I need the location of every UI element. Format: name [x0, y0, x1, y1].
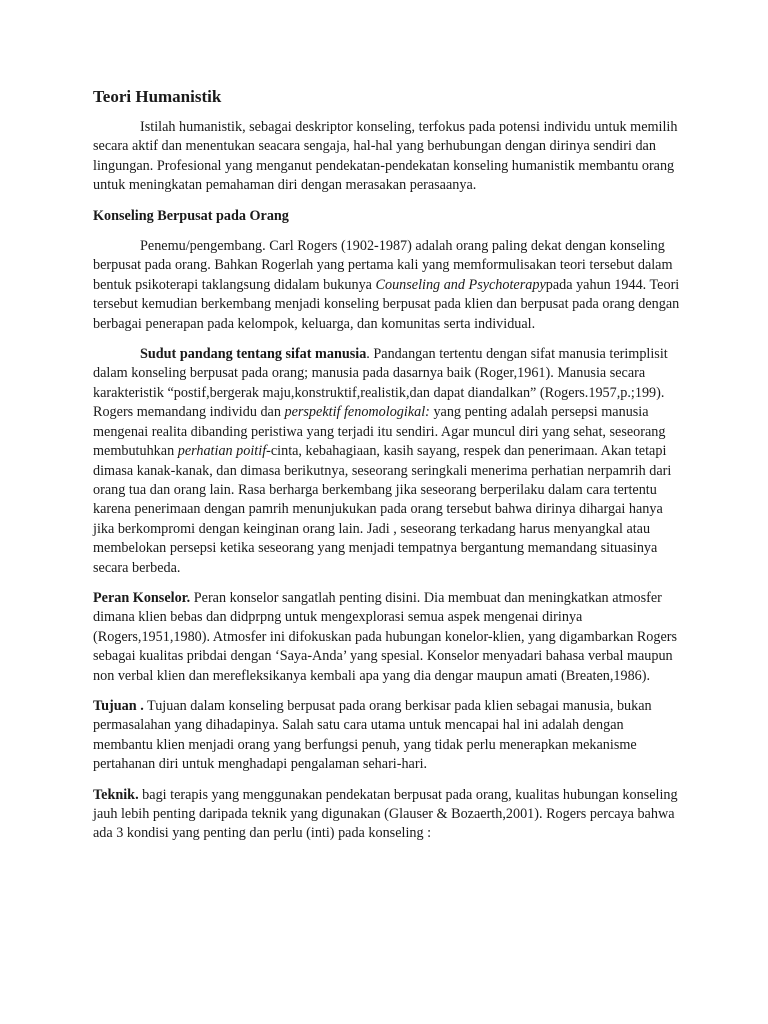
- human-nature-lead: Sudut pandang tentang sifat manusia: [140, 346, 367, 363]
- section-heading: Konseling Berpusat pada Orang: [93, 207, 289, 224]
- counselor-role-lead: Peran Konselor.: [93, 589, 191, 606]
- technique-paragraph: [93, 786, 681, 844]
- goal-paragraph: [93, 697, 681, 775]
- document-title: Teori Humanistik: [93, 87, 222, 106]
- human-nature-text: . Pandangan tertentu dengan sifat manusia terimplisit dalam konseling berpusat pada orang; manusia pada dasarnya baik (Roger,1961). Manusia secara karakteristik “postif,bergerak maju,konstruktif,realistik,dan dapat diandalkan” (Rogers.1957,p.;199). Rogers memandang individu dan: [93, 346, 668, 421]
- founder-paragraph: [93, 237, 681, 334]
- counselor-role-paragraph: [93, 589, 681, 686]
- human-nature-paragraph: [93, 345, 681, 578]
- goal-text: Tujuan dalam konseling berpusat pada orang berkisar pada klien sebagai manusia, bukan permasalahan yang dihadapinya. Salah satu cara utama untuk mencapai hal ini adalah dengan membantu klien menjadi orang yang berfungsi penuh, yang tidak perlu menerapkan mekanisme pertahanan diri untuk menghadapi pengalaman sehari-hari.: [93, 697, 652, 773]
- document-body: [93, 86, 681, 855]
- counselor-role-text: Peran konselor sangatlah penting disini. Dia membuat dan meningkatkan atmosfer dimana klien bebas dan didprpng untuk mengexplorasi semua aspek mengenai dirinya (Rogers,1951,1980). Atmosfer ini difokuskan pada hubungan konelor-klien, yang digambarkan Rogers sebagai kualitas pribdai dengan ‘Saya-Anda’ yang spesial. Konselor menyadari bahasa verbal maupun non verbal klien dan merefleksikanya kembali apa yang dia dengar maupun amati (Breaten,1986).: [93, 589, 678, 684]
- book-title: Counseling and Psychoterapy: [375, 276, 546, 293]
- phenomenological-term: perspektif fenomologikal:: [284, 404, 430, 421]
- technique-text: bagi terapis yang menggunakan pendekatan berpusat pada orang, kualitas hubungan konseling jauh lebih penting daripada teknik yang digunakan (Glauser & Bozaerth,2001). Rogers percaya bahwa ada 3 kondisi yang penting dan perlu (inti) pada konseling :: [93, 786, 678, 842]
- positive-regard-term: perhatian poitif: [177, 443, 267, 460]
- human-nature-text-3: -cinta, kebahagiaan, kasih sayang, respek dan penerimaan. Akan tetapi dimasa kanak-kanak, dan dimasa berikutnya, seseorang seringkali menerima perhatian nerpamrih dari orang tua dan orang lain. Rasa berharga berkembang jika seseorang berperilaku dalam cara tertentu karena penerimaan dengan pamrih menunjukukan pada orang tersebut bahwa dirinya dihargai hanya jika berkompromi dengan keinginan orang lain. Jadi , seseorang terkadang harus menyangkal atau membelokan persepsi ketika seseorang yang menjadi tempatnya bergantung memandang situasinya secara berbeda.: [93, 443, 672, 576]
- goal-lead: Tujuan .: [93, 697, 144, 714]
- founder-text: Penemu/pengembang. Carl Rogers (1902-1987) adalah orang paling dekat dengan konseling berpusat pada orang. Bahkan Rogerlah yang pertama kali yang memformulisakan teori tersebut dalam bentuk psikoterapi taklangsung didalam bukunya: [93, 238, 673, 293]
- human-nature-text-2: yang penting adalah persepsi manusia mengenai realita dibanding peristiwa yang terjadi itu sendiri. Agar muncul diri yang sehat, seseorang membutuhkan: [93, 404, 666, 460]
- technique-lead: Teknik.: [93, 786, 139, 803]
- intro-paragraph: Istilah humanistik, sebagai deskriptor konseling, terfokus pada potensi individu untuk memilih secara aktif dan menentukan seacara sengaja, hal-hal yang berhubungan dengan dirinya sendiri dan lingungan. Profesional yang menganut pendekatan-pendekatan konseling humanistik membantu orang untuk meningkatan pemahaman diri dengan merasakan perasaanya.: [93, 119, 678, 194]
- founder-text-continued: pada yahun 1944. Teori tersebut kemudian berkembang menjadi konseling berpusat pada klien dan berpusat pada orang dengan berbagai penerapan pada kelompok, keluarga, dan komunitas serta individual.: [93, 276, 680, 332]
